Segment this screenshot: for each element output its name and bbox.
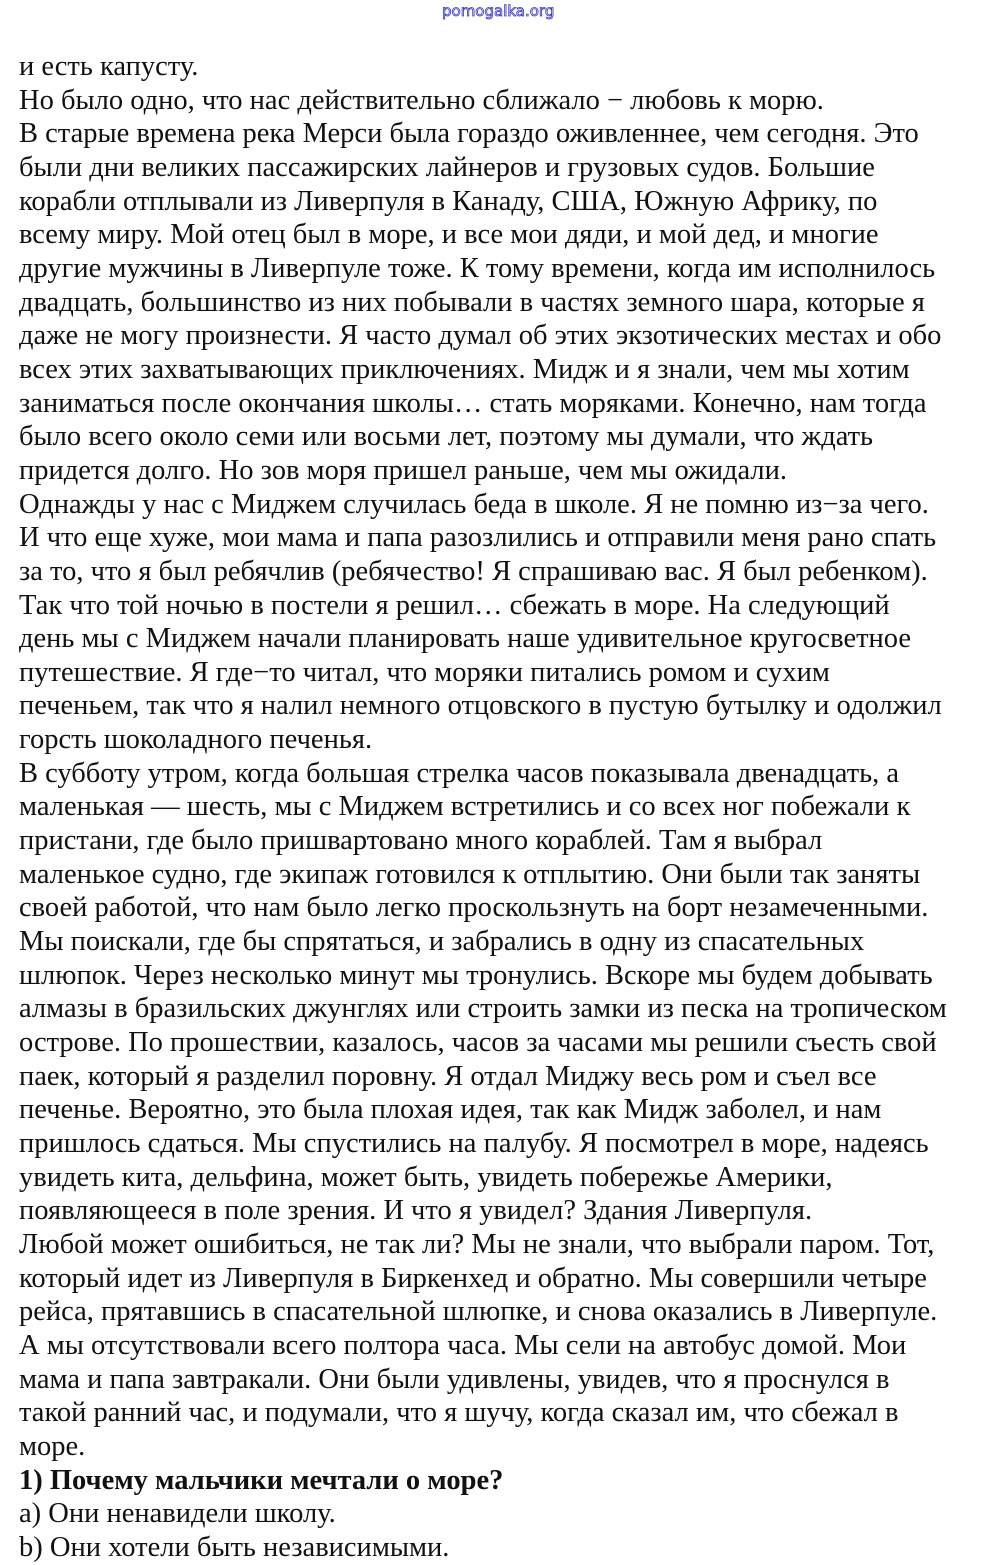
text-line: придется долго. Но зов моря пришел раньше, чем мы ожидали. (19, 454, 787, 486)
text-line: паек, который я разделил поровну. Я отдал Миджу весь ром и съел все (19, 1060, 877, 1092)
text-line: появляющееся в поле зрения. И что я увидел? Здания Ливерпуля. (19, 1195, 813, 1227)
text-line: корабли отплывали из Ливерпуля в Канаду, США, Южную Африку, по (19, 185, 878, 217)
text-line: всех этих захватывающих приключениях. Мидж и я знали, чем мы хотим (19, 353, 910, 385)
text-line: Любой может ошибиться, не так ли? Мы не знали, что выбрали паром. Тот, (19, 1228, 935, 1260)
answer-option: b) Они хотели быть независимыми. (19, 1531, 450, 1563)
text-line: А мы отсутствовали всего полтора часа. Мы сели на автобус домой. Мои (19, 1329, 907, 1361)
text-line: день мы с Миджем начали планировать наше удивительное кругосветное (19, 623, 912, 655)
text-line: шлюпок. Через несколько минут мы тронулись. Вскоре мы будем добывать (19, 959, 933, 991)
text-line: Мы поискали, где бы спрятаться, и забрались в одну из спасательных (19, 926, 865, 958)
text-line: море. (19, 1430, 86, 1462)
text-line: другие мужчины в Ливерпуле тоже. К тому времени, когда им исполнилось (19, 252, 936, 284)
text-line: были дни великих пассажирских лайнеров и грузовых судов. Большие (19, 151, 875, 183)
text-line: И что еще хуже, мои мама и папа разозлились и отправили меня рано спать (19, 522, 937, 554)
text-line: своей работой, что нам было легко проскользнуть на борт незамеченными. (19, 892, 929, 924)
text-line: пристани, где было пришвартовано много кораблей. Там я выбрал (19, 825, 823, 857)
text-line: печеньем, так что я налил немного отцовского в пустую бутылку и одолжил (19, 690, 942, 722)
text-line: и есть капусту. (19, 51, 199, 82)
text-line: двадцать, большинство из них побывали в частях земного шара, которые я (19, 286, 925, 318)
question-title: 1) Почему мальчики мечтали о море? (19, 1464, 504, 1496)
text-line: за то, что я был ребячлив (ребячество! Я спрашиваю вас. Я был ребенком). (19, 555, 928, 587)
text-line: даже не могу произнести. Я часто думал об этих экзотических местах и обо (19, 320, 942, 352)
text-line: всему миру. Мой отец был в море, и все мои дяди, и мой дед, и многие (19, 219, 879, 251)
text-line: горсть шоколадного печенья. (19, 724, 373, 756)
watermark-top: pomogalka.org (442, 2, 555, 20)
text-line: путешествие. Я где−то читал, что моряки питались ромом и сухим (19, 656, 830, 688)
text-line: который идет из Ливерпуля в Биркенхед и обратно. Мы совершили четыре (19, 1262, 927, 1294)
text-line: печенье. Вероятно, это была плохая идея, так как Мидж заболел, и нам (19, 1094, 882, 1126)
answer-option: a) Они ненавидели школу. (19, 1498, 336, 1530)
text-line: алмазы в бразильских джунглях или строить замки из песка на тропическом (19, 993, 947, 1025)
text-line: такой ранний час, и подумали, что я шучу, когда сказал им, что сбежал в (19, 1397, 899, 1429)
text-line: маленькое судно, где экипаж готовился к отплытию. Они были так заняты (19, 858, 921, 890)
text-line: В субботу утром, когда большая стрелка часов показывала двенадцать, а (19, 757, 900, 789)
text-line: Однажды у нас с Миджем случилась беда в школе. Я не помню из−за чего. (19, 488, 929, 520)
text-line: Так что той ночью в постели я решил… сбежать в море. На следующий (19, 589, 890, 621)
text-line: было всего около семи или восьми лет, поэтому мы думали, что ждать (19, 421, 874, 453)
text-line: заниматься после окончания школы… стать моряками. Конечно, нам тогда (19, 387, 927, 419)
text-line: маленькая — шесть, мы с Миджем встретились и со всех ног побежали к (19, 791, 911, 823)
text-line: увидеть кита, дельфина, может быть, увидеть побережье Америки, (19, 1161, 833, 1193)
text-line: пришлось сдаться. Мы спустились на палубу. Я посмотрел в море, надеясь (19, 1128, 929, 1159)
text-line: Но было одно, что нас действительно сближало − любовь к морю. (19, 84, 824, 116)
document-body (19, 50, 947, 1565)
text-line: мама и папа завтракали. Они были удивлены, увидев, что я проснулся в (19, 1363, 890, 1395)
text-line: рейса, прятавшись в спасательной шлюпке, и снова оказались в Ливерпуле. (19, 1296, 938, 1328)
text-line: В старые времена река Мерси была гораздо оживленнее, чем сегодня. Это (19, 118, 919, 150)
text-line: острове. По прошествии, казалось, часов за часами мы решили съесть свой (19, 1027, 937, 1059)
